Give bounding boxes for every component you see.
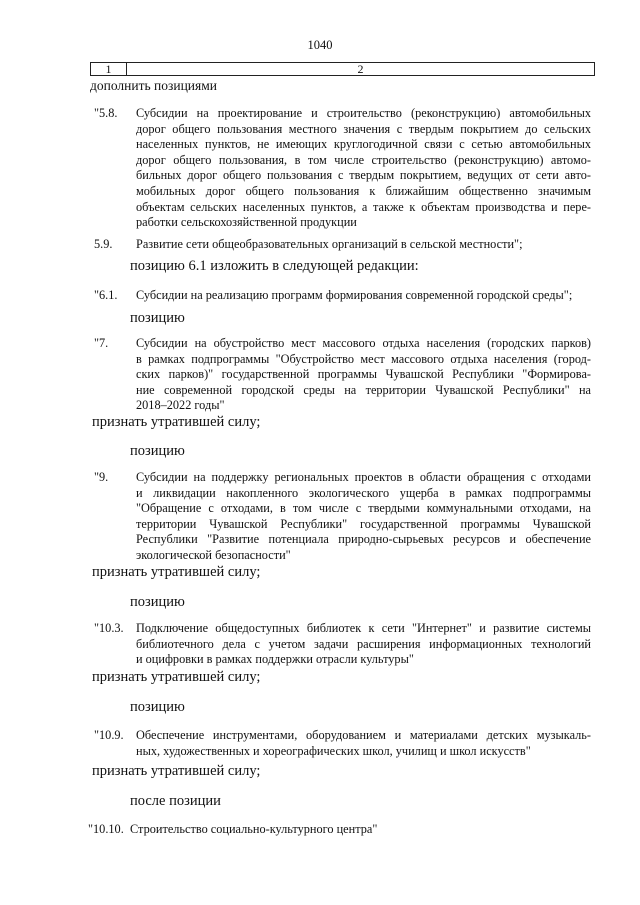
position-text xyxy=(136,470,591,564)
recognize-invalid: признать утратившей силу; xyxy=(92,414,261,430)
intro-instruction: дополнить позициями xyxy=(90,78,217,93)
text-line: экологической безопасности" xyxy=(136,547,291,562)
text-line: дорог общего пользования, в том числе строительство (реконструкцию) автомо- xyxy=(136,152,591,167)
text-line: работки сельскохозяйственной продукции xyxy=(136,215,357,230)
position-number: 5.9. xyxy=(94,237,113,251)
position-number: "5.8. xyxy=(94,106,118,120)
position-number: "7. xyxy=(94,336,109,350)
position-number: "10.9. xyxy=(94,728,124,742)
text-line: Подключение общедоступных библиотек к сети "Интернет" и развитие системы xyxy=(136,621,591,635)
position-number: "10.10. xyxy=(88,822,124,836)
text-line: библиотечного дела с учетом задачи расширения информационных технологий xyxy=(136,636,591,651)
position-text xyxy=(136,288,591,304)
text-line: в рамках подпрограммы "Обустройство мест массового отдыха населения (город- xyxy=(136,351,591,366)
text-line: объектам сельских населенных пунктов, а также к объектам производства и пере- xyxy=(136,199,591,214)
text-line: территории Чувашской Республики" государственной программы Чувашской xyxy=(136,516,591,531)
text-line: Республики "Развитие потенциала природно-сырьевых ресурсов и обеспечение xyxy=(136,532,591,547)
instruction-position: позицию xyxy=(130,443,185,459)
position-5-9 xyxy=(94,237,594,253)
page-number: 1040 xyxy=(307,38,333,52)
text-line: бильных дорог общего пользования с твердым покрытием, ведущих от сети авто- xyxy=(136,168,591,183)
text-line: 2018–2022 годы" xyxy=(136,398,225,413)
position-10-10 xyxy=(88,822,588,838)
text-line: населенных пунктов, не имеющих круглогодичной связи с сетью автомобильных xyxy=(136,137,591,152)
position-10-9 xyxy=(94,728,594,760)
text-line: Строительство социально-культурного центра" xyxy=(130,822,378,836)
position-number: "10.3. xyxy=(94,621,124,635)
position-9 xyxy=(94,470,594,566)
position-text xyxy=(136,728,591,759)
table-header-col1: 1 xyxy=(91,63,127,75)
table-header xyxy=(90,62,595,76)
text-line: Субсидии на реализацию программ формирования современной городской среды"; xyxy=(136,288,573,302)
instruction-position: позицию xyxy=(130,310,185,326)
position-5-8 xyxy=(94,106,594,231)
text-line: Субсидии на обустройство мест массового отдыха населения (городских парков) xyxy=(136,336,591,350)
text-line: и оцифровки в рамках поддержки отрасли культуры" xyxy=(136,652,414,667)
instruction-after-position: после позиции xyxy=(130,793,221,809)
position-6-1 xyxy=(94,288,594,304)
position-text xyxy=(136,237,591,253)
instruction-6-1: позицию 6.1 изложить в следующей редакции: xyxy=(130,258,419,274)
text-line: Обеспечение инструментами, оборудованием и материалами детских музыкаль- xyxy=(136,728,591,742)
text-line: Субсидии на проектирование и строительство (реконструкцию) автомобильных xyxy=(136,106,591,120)
text-line: "Обращение с отходами, в том числе с твердыми коммунальными отходами, на xyxy=(136,501,591,516)
position-text xyxy=(136,621,591,668)
table-header-col2: 2 xyxy=(357,62,364,76)
instruction-position: позицию xyxy=(130,699,185,715)
recognize-invalid: признать утратившей силу; xyxy=(92,763,261,779)
text-line: ние современной городской среды на территории Чувашской Республики" на xyxy=(136,382,591,397)
recognize-invalid: признать утратившей силу; xyxy=(92,564,261,580)
text-line: Субсидии на поддержку региональных проектов в области обращения с отходами xyxy=(136,470,591,484)
position-text xyxy=(136,106,591,231)
position-number: "9. xyxy=(94,470,109,484)
text-line: Развитие сети общеобразовательных организаций в сельской местности"; xyxy=(136,237,523,251)
position-text xyxy=(130,822,585,838)
position-number: "6.1. xyxy=(94,288,118,302)
position-7 xyxy=(94,336,594,416)
position-10-3 xyxy=(94,621,594,669)
recognize-invalid: признать утратившей силу; xyxy=(92,669,261,685)
text-line: дорог общего пользования местного значения с твердым покрытием до сельских xyxy=(136,121,591,136)
instruction-position: позицию xyxy=(130,594,185,610)
position-text xyxy=(136,336,591,414)
text-line: ских парков)" государственной программы Чувашской Республики "Формирова- xyxy=(136,367,591,382)
text-line: мобильных дорог общего пользования к ближайшим общественно значимым xyxy=(136,183,591,198)
text-line: и ликвидации накопленного экологического ущерба в рамках подпрограммы xyxy=(136,485,591,500)
text-line: ных, художественных и хореографических школ, училищ и школ искусств" xyxy=(136,743,531,758)
